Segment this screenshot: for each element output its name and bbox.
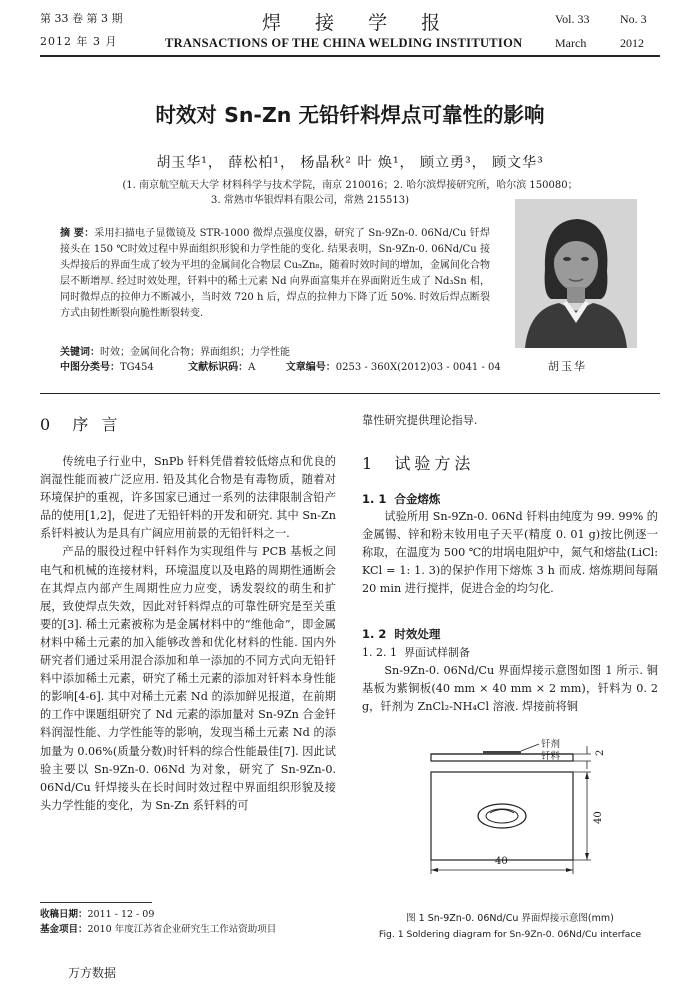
melting-text: 试验所用 Sn-9Zn-0. 06Nd 钎料由纯度为 99. 99% 的金属锡、锌和粉末钕用电子天平(精度 0. 01 g)按比例逐一称取，在温度为 500 ℃的坩埚电阻炉中，氮气和熔盐(LiCl: KCl = 1: 1. 3)的保护作用下熔炼 3 h 而成. 熔炼期间每隔 20 min 进行搅拌，促进合金的均匀化. — [362, 510, 659, 596]
flux-label: 钎剂 — [541, 739, 561, 750]
keywords-text: 时效；金属间化合物；界面组织；力学性能 — [100, 347, 290, 358]
abstract-rule — [40, 393, 660, 394]
specimen-paragraph — [362, 662, 658, 716]
volume-en: Vol. 33 — [555, 12, 590, 26]
figure-1-caption-en: Fig. 1 Soldering diagram for Sn-9Zn-0. 06Nd/Cu interface — [378, 929, 642, 940]
figure-1-diagram — [395, 732, 635, 882]
subsection-1-2-1-title: 界面试样制备 — [403, 646, 470, 659]
fund-text: 2010 年度江苏省企业研究生工作站资助项目 — [87, 924, 277, 935]
year-en: 2012 — [620, 36, 644, 50]
paper-title: 时效对 Sn-Zn 无铅钎料焊点可靠性的影响 — [155, 103, 545, 127]
solder-label: 钎料 — [541, 751, 561, 762]
section-0-title: 序 言 — [72, 415, 122, 434]
intro-paragraph-1: 传统电子行业中，SnPb 钎料凭借着较低熔点和优良的润湿性能而被广泛应用. 铅及其化合物是有毒物质，随着对环境保护的重视，许多国家已通过一系列的法律限制含铅产品的使用[1,2]，促进了无铅钎料的开发和研究. 其中 Sn-Zn 系钎料被认为是具有广阔应用前景的无铅钎料之一. — [40, 455, 336, 541]
clc-value: TG454 — [120, 362, 154, 373]
keywords-label: 关键词： — [60, 347, 100, 358]
date-cn: 2012 年 3 月 — [40, 35, 118, 48]
subsection-1-2-title: 时效处理 — [394, 627, 441, 641]
figure-1-caption-cn: 图 1 Sn-9Zn-0. 06Nd/Cu 界面焊接示意图(mm) — [406, 913, 614, 924]
journal-title-cn: 焊 接 学 报 — [262, 12, 455, 34]
abstract — [60, 226, 490, 321]
abstract-text: 采用扫描电子显微镜及 STR-1000 微焊点强度仪器，研究了 Sn-9Zn-0. 06Nd/Cu 钎焊接头在 150 ℃时效过程中界面组织形貌和力学性能的变化. 结果表明，Sn-9Zn-0. 06Nd/Cu 接头焊接后的界面生成了较为平坦的金属间化合物层 Cu₅Zn₈，随着时效时间的增加，金属间化合物层不断增厚. 经过时效处理，钎料中的稀土元素 Nd 向界面富集并在界面附近生成了 Nd₃Sn 相，同时微焊点的拉伸力不断减小，当时效 720 h 后，焊点的拉伸力下降了近 50%. 时效后焊点断裂方式由韧性断裂向脆性断裂转变. — [60, 228, 490, 319]
subsection-1-2-heading — [362, 626, 440, 642]
intro-paragraph-2: 产品的服役过程中钎料作为实现组件与 PCB 基板之间电气和机械的连接材料，环境温度以及电路的周期性通断会在其焊点内部产生周期性应力应变，诱发裂纹的萌生和扩展，致使焊点失效，因此对钎料焊点的可靠性研究是至关重要的[3]. 稀土元素被称为是金属材料中的“维他命”，即金属材料中稀土元素的加入能够改善和优化材料的性能. 国内外研究者们通过采用混合添加和单一添加的不同方式向无铅钎料中添加稀土元素，研究了稀土元素的添加对钎料本身性能的影响[4-6]. 其中对稀土元素 Nd 的添加鲜见报道，在前期的工作中课题组研究了 Nd 元素的添加量对 Sn-9Zn 合金钎料润湿性能、力学性能等的影响，发现当稀土元素 Nd 的添加量为 0.06%(质量分数)时钎料的综合性能最佳[7]. 因此试验主要以 Sn-9Zn-0. 06Nd 为对象，研究了 Sn-9Zn-0. 06Nd/Cu 钎焊接头在长时间时效过程中界面组织形貌及接头力学性能的变化，为 Sn-Zn 系钎料的可 — [40, 545, 336, 812]
affiliation-line-1: (1. 南京航空航天大学 材料科学与技术学院，南京 210016；2. 哈尔滨焊接研究所，哈尔滨 150080； — [122, 180, 578, 191]
journal-title-en: TRANSACTIONS OF THE CHINA WELDING INSTITUTION — [165, 36, 523, 50]
keywords — [60, 345, 490, 360]
section-1-title: 试验方法 — [394, 454, 475, 473]
continuation-text: 靠性研究提供理论指导. — [362, 414, 478, 427]
footnotes — [40, 907, 340, 937]
month-en: March — [555, 36, 587, 50]
author-photo — [515, 199, 637, 348]
classification-line — [60, 360, 520, 375]
left-column-body — [40, 453, 336, 815]
section-0-heading — [40, 412, 121, 435]
article-no-label: 文章编号： — [285, 362, 336, 373]
section-1-number: 1 — [362, 454, 377, 473]
doc-code-value: A — [248, 362, 256, 373]
volume-issue-cn: 第 33 卷 第 3 期 — [40, 12, 123, 25]
subsection-1-1-title: 合金熔炼 — [394, 492, 441, 506]
dimension-width: 40 — [495, 856, 508, 867]
affiliation-line-2: 3. 常熟市华银焊料有限公司，常熟 215513) — [211, 195, 409, 206]
photo-caption: 胡玉华 — [548, 360, 587, 373]
subsection-1-1-heading — [362, 491, 440, 507]
footnote-rule — [40, 902, 152, 903]
received-label: 收稿日期： — [40, 909, 88, 920]
issue-en: No. 3 — [620, 12, 647, 26]
doc-code-label: 文献标识码： — [188, 362, 249, 373]
clc-label: 中图分类号： — [60, 362, 120, 373]
abstract-label: 摘 要： — [60, 228, 95, 239]
right-column-continuation — [362, 412, 658, 430]
dimension-thickness: 2 — [595, 749, 606, 756]
section-0-number: 0 — [40, 415, 55, 434]
subsection-1-2-1-number: 1. 2. 1 — [362, 646, 397, 659]
subsection-1-2-1-heading — [362, 644, 470, 660]
section-1-heading — [362, 451, 474, 474]
specimen-text: Sn-9Zn-0. 06Nd/Cu 界面焊接示意图如图 1 所示. 铜基板为紫铜板(40 mm × 40 mm × 2 mm)，钎料为 0. 2 g，钎剂为 ZnCl₂-NH₄Cl 溶液. 焊接前将铜 — [362, 664, 658, 714]
subsection-1-1-number: 1. 1 — [362, 492, 387, 506]
author-list: 胡玉华¹， 薛松柏¹， 杨晶秋² 叶 焕¹， 顾立勇³， 顾文华³ — [156, 155, 544, 171]
article-no-value: 0253 - 360X(2012)03 - 0041 - 04 — [335, 362, 501, 373]
subsection-1-2-number: 1. 2 — [362, 627, 387, 641]
fund-label: 基金项目： — [40, 924, 88, 935]
received-date: 2011 - 12 - 09 — [87, 909, 155, 920]
melting-paragraph — [362, 508, 658, 598]
header-rule — [40, 55, 660, 57]
watermark: 万方数据 — [68, 966, 117, 980]
dimension-height: 40 — [593, 811, 604, 824]
